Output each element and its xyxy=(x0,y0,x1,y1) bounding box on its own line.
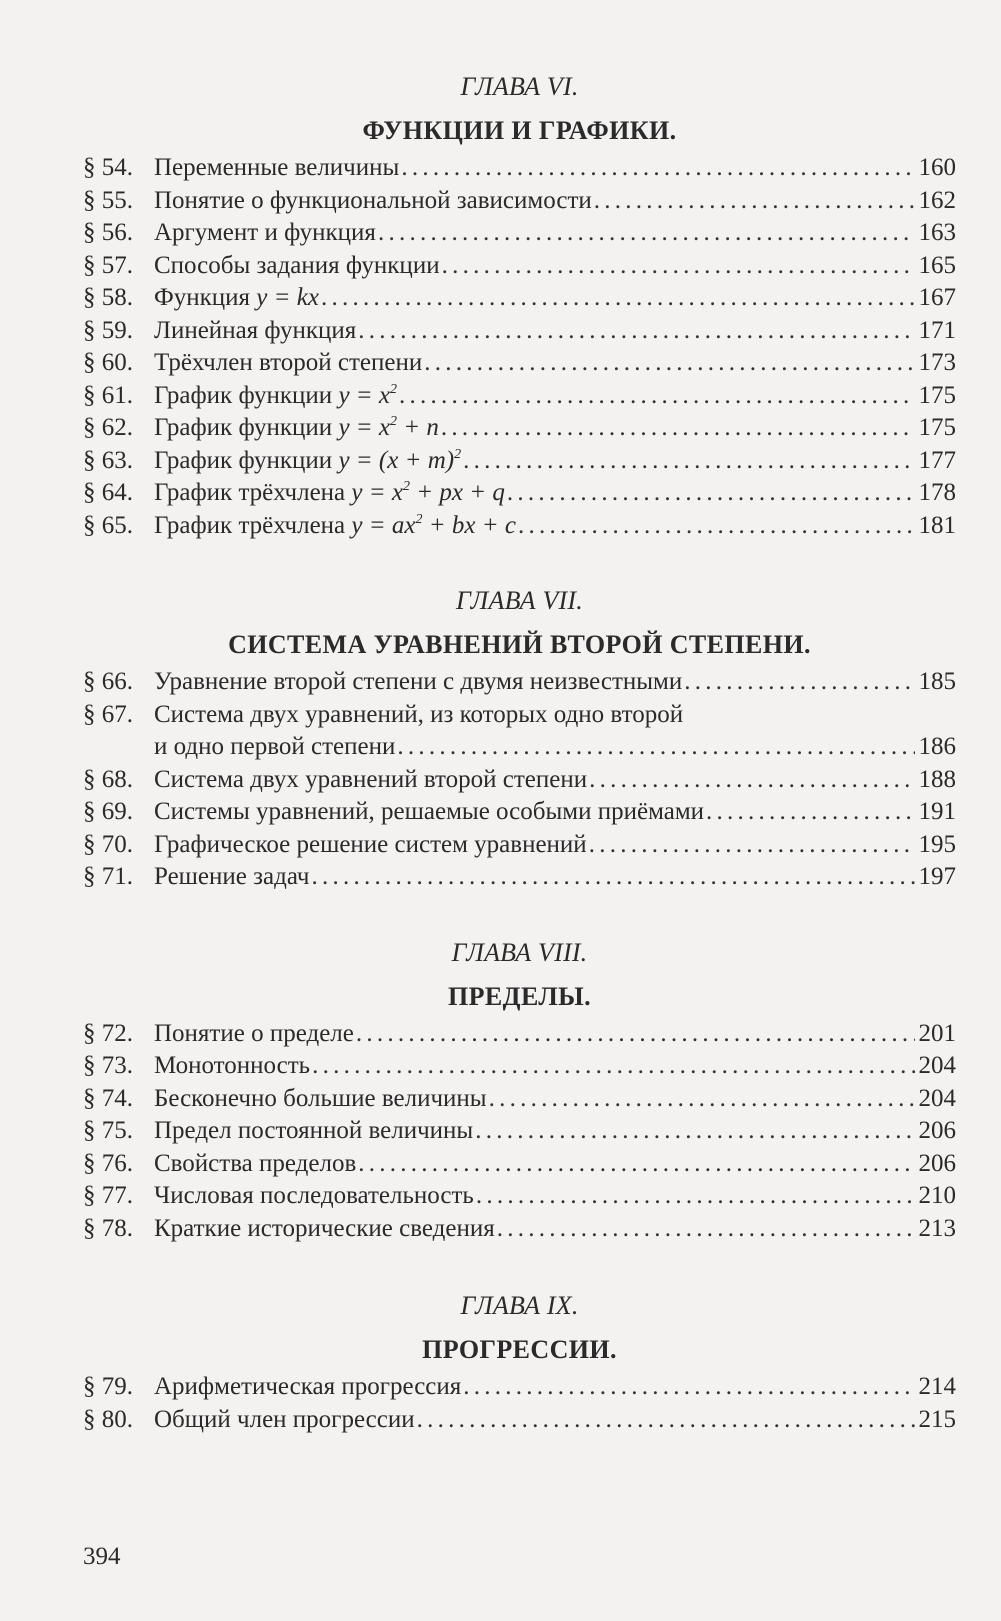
chapter-title: ПРОГРЕССИИ. xyxy=(422,1335,617,1364)
chapter-label: ГЛАВА VIII. xyxy=(451,937,588,967)
page-ref: 175 xyxy=(918,381,956,409)
leader-dots xyxy=(424,347,914,380)
page-ref: 210 xyxy=(918,1182,956,1209)
toc-entry xyxy=(83,1083,956,1116)
section-title: Линейная функция xyxy=(154,316,357,344)
section-number: § 62. xyxy=(83,414,133,441)
toc-entry xyxy=(83,185,956,218)
toc-entry xyxy=(83,1148,956,1181)
leader-dots xyxy=(401,152,914,185)
chapter-title: ФУНКЦИИ И ГРАФИКИ. xyxy=(362,116,677,145)
toc-entry xyxy=(83,282,956,315)
toc-entry xyxy=(83,1115,956,1148)
page-ref: 204 xyxy=(918,1084,956,1112)
section-title-continued: и одно первой степени xyxy=(154,733,396,760)
page-ref: 160 xyxy=(918,154,956,181)
page-ref: 167 xyxy=(918,284,956,311)
section-title: График трёхчлена xyxy=(154,479,346,506)
section-number: § 79. xyxy=(83,1373,133,1400)
formula: $y = x^2$ + px + q xyxy=(351,479,505,506)
toc-entry xyxy=(83,1404,956,1437)
section-title: Бесконечно большие величины xyxy=(154,1084,487,1112)
page-ref: 177 xyxy=(918,446,956,474)
toc-entry xyxy=(83,1371,956,1404)
chapter-8 xyxy=(83,936,956,1246)
leader-dots xyxy=(706,796,914,829)
leader-dots xyxy=(518,510,915,543)
leader-dots xyxy=(321,282,915,315)
chapter-label: ГЛАВА VII. xyxy=(456,586,583,615)
toc-entry xyxy=(83,315,956,348)
section-title: Системы уравнений, решаемые особыми приёмами xyxy=(154,798,705,825)
toc-entry xyxy=(83,510,956,543)
section-title: Графическое решение систем уравнений xyxy=(154,830,587,858)
section-number: § 58. xyxy=(83,284,133,311)
section-title: Способы задания функции xyxy=(154,251,440,279)
page-ref: 171 xyxy=(918,316,956,344)
section-number: § 75. xyxy=(83,1117,133,1144)
leader-dots xyxy=(463,445,914,478)
leader-dots xyxy=(441,412,915,445)
page-ref: 206 xyxy=(918,1117,956,1144)
page-ref: 188 xyxy=(918,765,956,793)
page-ref: 173 xyxy=(918,349,956,376)
toc-entry xyxy=(83,861,956,894)
chapter-label: ГЛАВА VI. xyxy=(460,72,579,101)
section-title: Система двух уравнений, из которых одно второй xyxy=(154,700,684,728)
section-number: § 59. xyxy=(83,316,133,344)
page-ref: 195 xyxy=(918,830,956,858)
toc-entry xyxy=(83,1018,956,1051)
toc-entry xyxy=(83,250,956,283)
section-number: § 77. xyxy=(83,1182,133,1209)
section-number: § 69. xyxy=(83,798,133,825)
section-title: Арифметическая прогрессия xyxy=(154,1373,462,1400)
formula: y = kx xyxy=(256,284,319,311)
chapter-title: СИСТЕМА УРАВНЕНИЙ ВТОРОЙ СТЕПЕНИ. xyxy=(228,630,811,659)
section-number: § 68. xyxy=(83,765,133,793)
page-ref: 186 xyxy=(918,733,956,760)
section-title: Функция xyxy=(154,284,251,311)
section-number: § 70. xyxy=(83,830,133,858)
section-title: График функции xyxy=(154,414,333,441)
section-title: Понятие о пределе xyxy=(154,1019,354,1047)
section-number: § 56. xyxy=(83,219,133,246)
section-number: § 54. xyxy=(83,154,133,181)
section-title: Общий член прогрессии xyxy=(154,1405,415,1433)
section-number: § 66. xyxy=(83,668,133,695)
leader-dots xyxy=(358,315,914,348)
page-ref: 175 xyxy=(918,414,956,441)
leader-dots xyxy=(684,666,914,699)
section-number: § 60. xyxy=(83,349,133,376)
page-ref: 178 xyxy=(918,479,956,506)
section-title: Предел постоянной величины xyxy=(154,1117,474,1144)
formula: $y = ax^2$ + bx + c xyxy=(351,511,516,539)
toc-entry xyxy=(83,764,956,797)
toc-entry xyxy=(83,445,956,478)
page-ref: 185 xyxy=(918,668,956,695)
section-title: Понятие о функциональной зависимости xyxy=(154,186,592,214)
section-title: Система двух уравнений второй степени xyxy=(154,765,588,793)
toc-entry xyxy=(83,699,956,764)
section-number: § 64. xyxy=(83,479,133,506)
leader-dots xyxy=(589,829,915,862)
leader-dots xyxy=(594,185,915,218)
chapter-9 xyxy=(83,1289,956,1436)
section-title: График функции xyxy=(154,381,333,409)
leader-dots xyxy=(489,1083,915,1116)
leader-dots xyxy=(356,1018,915,1051)
leader-dots xyxy=(378,217,915,250)
page-ref: 204 xyxy=(918,1052,956,1079)
leader-dots xyxy=(475,1115,914,1148)
section-number: § 65. xyxy=(83,511,133,539)
formula: $y = x^2$ xyxy=(338,381,398,409)
section-number: § 63. xyxy=(83,446,133,474)
section-title: График трёхчлена xyxy=(154,511,346,539)
leader-dots xyxy=(442,250,915,283)
formula: $y = x^2 + n$ xyxy=(338,414,439,441)
page-ref: 201 xyxy=(918,1019,956,1047)
section-number: § 80. xyxy=(83,1405,133,1433)
chapter-title: ПРЕДЕЛЫ. xyxy=(448,981,591,1011)
toc-entry xyxy=(83,796,956,829)
toc-entry xyxy=(83,152,956,185)
section-number: § 67. xyxy=(83,700,133,728)
section-number: § 71. xyxy=(83,863,133,890)
page-ref: 191 xyxy=(918,798,956,825)
leader-dots xyxy=(397,731,914,764)
chapter-6 xyxy=(83,70,956,542)
section-title: Краткие исторические сведения xyxy=(154,1214,495,1242)
page-ref: 181 xyxy=(918,511,956,539)
section-title: Решение задач xyxy=(154,863,310,890)
leader-dots xyxy=(507,477,915,510)
section-number: § 73. xyxy=(83,1052,133,1079)
toc-entry xyxy=(83,347,956,380)
toc-entry xyxy=(83,1180,956,1213)
section-number: § 76. xyxy=(83,1149,133,1177)
toc-entry xyxy=(83,1050,956,1083)
toc-entry xyxy=(83,829,956,862)
chapter-7 xyxy=(83,584,956,894)
leader-dots xyxy=(589,764,914,797)
section-title: Трёхчлен второй степени xyxy=(154,349,423,376)
table-of-contents xyxy=(83,70,956,1436)
leader-dots xyxy=(497,1213,915,1246)
leader-dots xyxy=(476,1180,915,1213)
section-title: Свойства пределов xyxy=(154,1149,357,1177)
leader-dots xyxy=(358,1148,914,1181)
section-number: § 74. xyxy=(83,1084,133,1112)
section-number: § 78. xyxy=(83,1214,133,1242)
section-title: Переменные величины xyxy=(154,154,400,181)
toc-entry xyxy=(83,666,956,699)
page-ref: 165 xyxy=(918,251,956,279)
section-number: § 57. xyxy=(83,251,133,279)
section-title: График функции xyxy=(154,446,333,474)
formula: $y = (x + m)^2$ xyxy=(338,446,462,474)
page-ref: 213 xyxy=(918,1214,956,1242)
leader-dots xyxy=(312,1050,914,1083)
leader-dots xyxy=(311,861,914,894)
page-ref: 197 xyxy=(918,863,956,890)
toc-entry xyxy=(83,217,956,250)
page-ref: 162 xyxy=(918,186,956,214)
section-title: Уравнение второй степени с двумя неизвестными xyxy=(154,668,683,695)
section-title: Числовая последовательность xyxy=(154,1182,474,1209)
section-title: Монотонность xyxy=(154,1052,311,1079)
page-ref: 214 xyxy=(918,1373,956,1400)
section-title: Аргумент и функция xyxy=(154,219,376,246)
page-ref: 163 xyxy=(918,219,956,246)
section-number: § 72. xyxy=(83,1019,133,1047)
toc-entry xyxy=(83,380,956,413)
leader-dots xyxy=(399,380,914,413)
section-number: § 61. xyxy=(83,381,133,409)
section-number: § 55. xyxy=(83,186,133,214)
page-number: 394 xyxy=(83,1543,121,1570)
leader-dots xyxy=(417,1404,915,1437)
toc-entry xyxy=(83,1213,956,1246)
leader-dots xyxy=(463,1371,914,1404)
chapter-label: ГЛАВА IX. xyxy=(460,1291,579,1320)
toc-entry xyxy=(83,477,956,510)
page-ref: 206 xyxy=(918,1149,956,1177)
page-ref: 215 xyxy=(918,1405,956,1433)
toc-entry xyxy=(83,412,956,445)
